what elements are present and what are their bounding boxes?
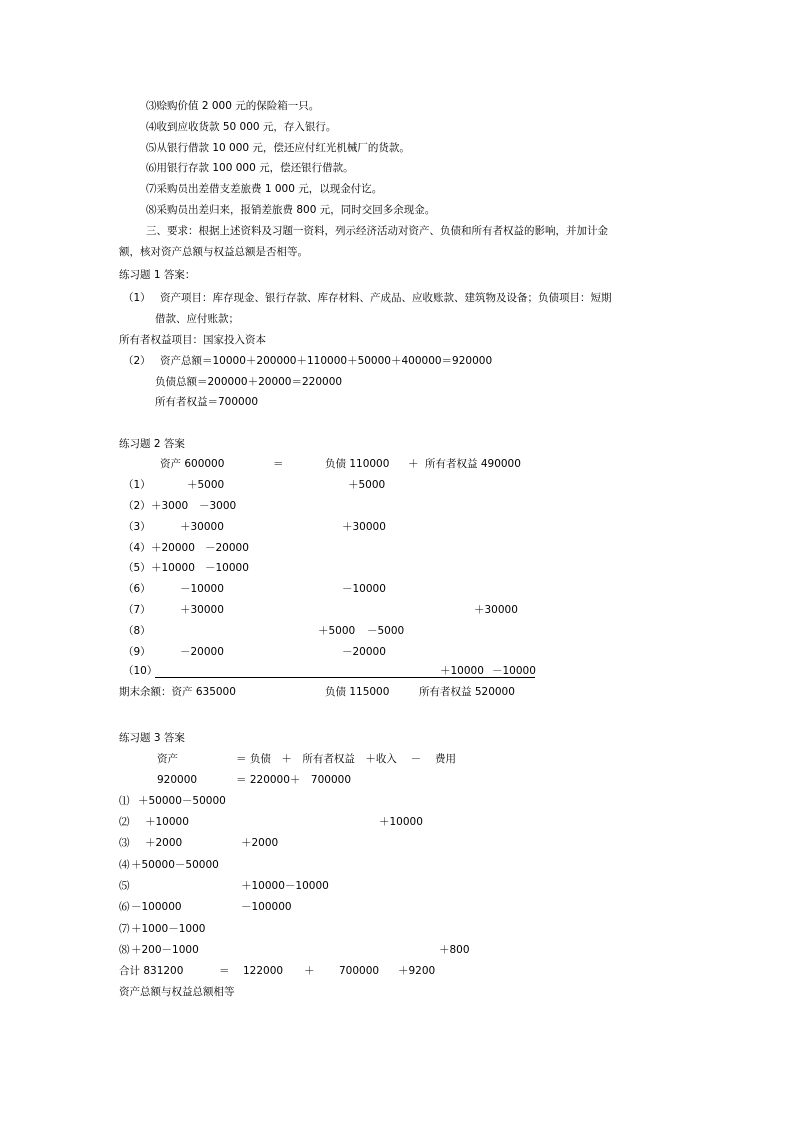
ex2-asset-change: －10000 (180, 583, 224, 595)
ex2-asset-change: ＋3000 (151, 500, 189, 512)
ex3-income-change: ＋10000 (379, 816, 423, 828)
ex3-asset-change: ＋10000 (145, 816, 189, 828)
ex3-asset-change: ＋50000－50000 (131, 859, 219, 871)
ex3-row-number: ⑸ (119, 880, 130, 892)
ex3-row-number: ⑷ (119, 859, 130, 871)
ex2-liability-change: ＋5000 (348, 479, 386, 491)
ex2-row-number: （9） (123, 646, 151, 658)
ex3-total-equals: ＝ (219, 965, 230, 977)
ex3-base-assets: 920000 (157, 774, 198, 786)
ex3-row-number: ⑻ (119, 944, 130, 956)
ex3-row-number: ⑹ (119, 901, 130, 913)
ex2-asset-change: ＋10000 (151, 562, 195, 574)
ex2-total-rule (155, 677, 535, 678)
ex2-equity-change: ＋10000 (440, 665, 484, 677)
ex3-row-number: ⑵ (119, 816, 130, 828)
ex2-header-liabilities: 负债 110000 (325, 458, 390, 470)
requirement-line2: 额，核对资产总额与权益总额是否相等。 (119, 246, 308, 258)
ex2-row-number: （8） (123, 625, 151, 637)
intro-item: ⑻采购员出差归来，报销差旅费 800 元，同时交回多余现金。 (146, 204, 436, 216)
ex2-header-equals: ＝ (273, 458, 284, 470)
ex2-row-number: （4） (123, 542, 151, 554)
ex3-asset-change: ＋1000－1000 (131, 923, 206, 935)
ex3-row-number: ⑶ (119, 837, 130, 849)
ex2-title: 练习题 2 答案 (119, 438, 185, 450)
ex2-equity-change: ＋30000 (474, 604, 518, 616)
ex1-part2-number: （2） (123, 355, 151, 367)
ex3-row-number: ⑺ (119, 923, 130, 935)
ex2-asset-change-2: －10000 (205, 562, 249, 574)
ex2-liability-change-2: －5000 (367, 625, 405, 637)
ex1-part1-line1: 资产项目：库存现金、银行存款、库存材料、产成品、应收账款、建筑物及设备；负债项目：短期 (160, 292, 612, 304)
ex3-asset-change: ＋50000－50000 (138, 795, 226, 807)
ex1-part1-number: （1） (123, 292, 151, 304)
ex3-asset-change: －100000 (131, 901, 182, 913)
ex3-total-assets: 合计 831200 (119, 965, 184, 977)
ex2-row-number: （6） (123, 583, 151, 595)
ex3-asset-change: ＋2000 (145, 837, 183, 849)
ex2-row-number: （3） (123, 521, 151, 533)
ex2-asset-change: ＋5000 (187, 479, 225, 491)
ex2-row-number: （1） (123, 479, 151, 491)
ex1-equity-total: 所有者权益＝700000 (155, 396, 259, 408)
ex1-assets-total: 资产总额＝10000＋200000＋110000＋50000＋400000＝920000 (160, 355, 493, 367)
ex2-liability-change: ＋30000 (342, 521, 386, 533)
ex2-asset-change: －20000 (180, 646, 224, 658)
ex2-asset-change: ＋30000 (180, 521, 224, 533)
ex3-liability-change: ＋2000 (241, 837, 279, 849)
ex3-liability-change: ＋10000－10000 (241, 880, 329, 892)
ex1-liabilities-total: 负债总额＝200000＋20000＝220000 (155, 376, 343, 388)
ex2-row-number: （5） (123, 562, 151, 574)
ex3-asset-change: ＋200－1000 (131, 944, 199, 956)
ex2-equity-change-2: －10000 (492, 665, 536, 677)
ex2-liability-change: ＋5000 (318, 625, 356, 637)
ex1-title: 练习题 1 答案： (119, 269, 196, 281)
ex3-total-plus: ＋ (304, 965, 315, 977)
ex2-asset-change-2: －20000 (205, 542, 249, 554)
ex3-conclusion: 资产总额与权益总额相等 (119, 986, 235, 998)
ex2-row-number: （2） (123, 500, 151, 512)
ex3-total-income: ＋9200 (398, 965, 436, 977)
ex2-row-number: （10） (123, 665, 158, 677)
intro-item: ⑶赊购价值 2 000 元的保险箱一只。 (146, 100, 320, 112)
ex2-header-plus: ＋ (408, 458, 419, 470)
ex3-row-number: ⑴ (119, 795, 130, 807)
ex2-end-liabilities: 负债 115000 (325, 686, 390, 698)
ex2-end-assets: 期末余额：资产 635000 (119, 686, 236, 698)
ex2-asset-change-2: －3000 (199, 500, 237, 512)
ex2-row-number: （7） (123, 604, 151, 616)
requirement-line1: 三、要求：根据上述资料及习题一资料，列示经济活动对资产、负债和所有者权益的影响，并加计金 (146, 225, 608, 237)
ex3-header-rest: ＝ 负债 ＋ 所有者权益 ＋收入 － 费用 (236, 753, 457, 765)
ex2-asset-change: ＋20000 (151, 542, 195, 554)
ex3-total-liabilities: 122000 (243, 965, 284, 977)
intro-item: ⑹用银行存款 100 000 元，偿还银行借款。 (146, 162, 354, 174)
ex1-part1-line3: 所有者权益项目：国家投入资本 (119, 334, 266, 346)
ex2-header-equity: 所有者权益 490000 (425, 458, 521, 470)
ex3-liability-change: －100000 (241, 901, 292, 913)
intro-item: ⑺采购员出差借支差旅费 1 000 元，以现金付讫。 (146, 183, 383, 195)
ex3-income-change: ＋800 (439, 944, 470, 956)
ex2-liability-change: －10000 (342, 583, 386, 595)
ex2-asset-change: ＋30000 (180, 604, 224, 616)
ex1-part1-line2: 借款、应付账款； (155, 313, 239, 325)
ex3-base-rest: ＝ 220000＋ 700000 (236, 774, 352, 786)
ex3-title: 练习题 3 答案 (119, 732, 185, 744)
ex2-liability-change: －20000 (342, 646, 386, 658)
ex2-end-equity: 所有者权益 520000 (419, 686, 515, 698)
intro-item: ⑷收到应收货款 50 000 元，存入银行。 (146, 121, 337, 133)
ex3-header-assets: 资产 (157, 753, 178, 765)
intro-item: ⑸从银行借款 10 000 元，偿还应付红光机械厂的货款。 (146, 142, 410, 154)
ex3-total-equity: 700000 (339, 965, 380, 977)
ex2-header-assets: 资产 600000 (160, 458, 225, 470)
